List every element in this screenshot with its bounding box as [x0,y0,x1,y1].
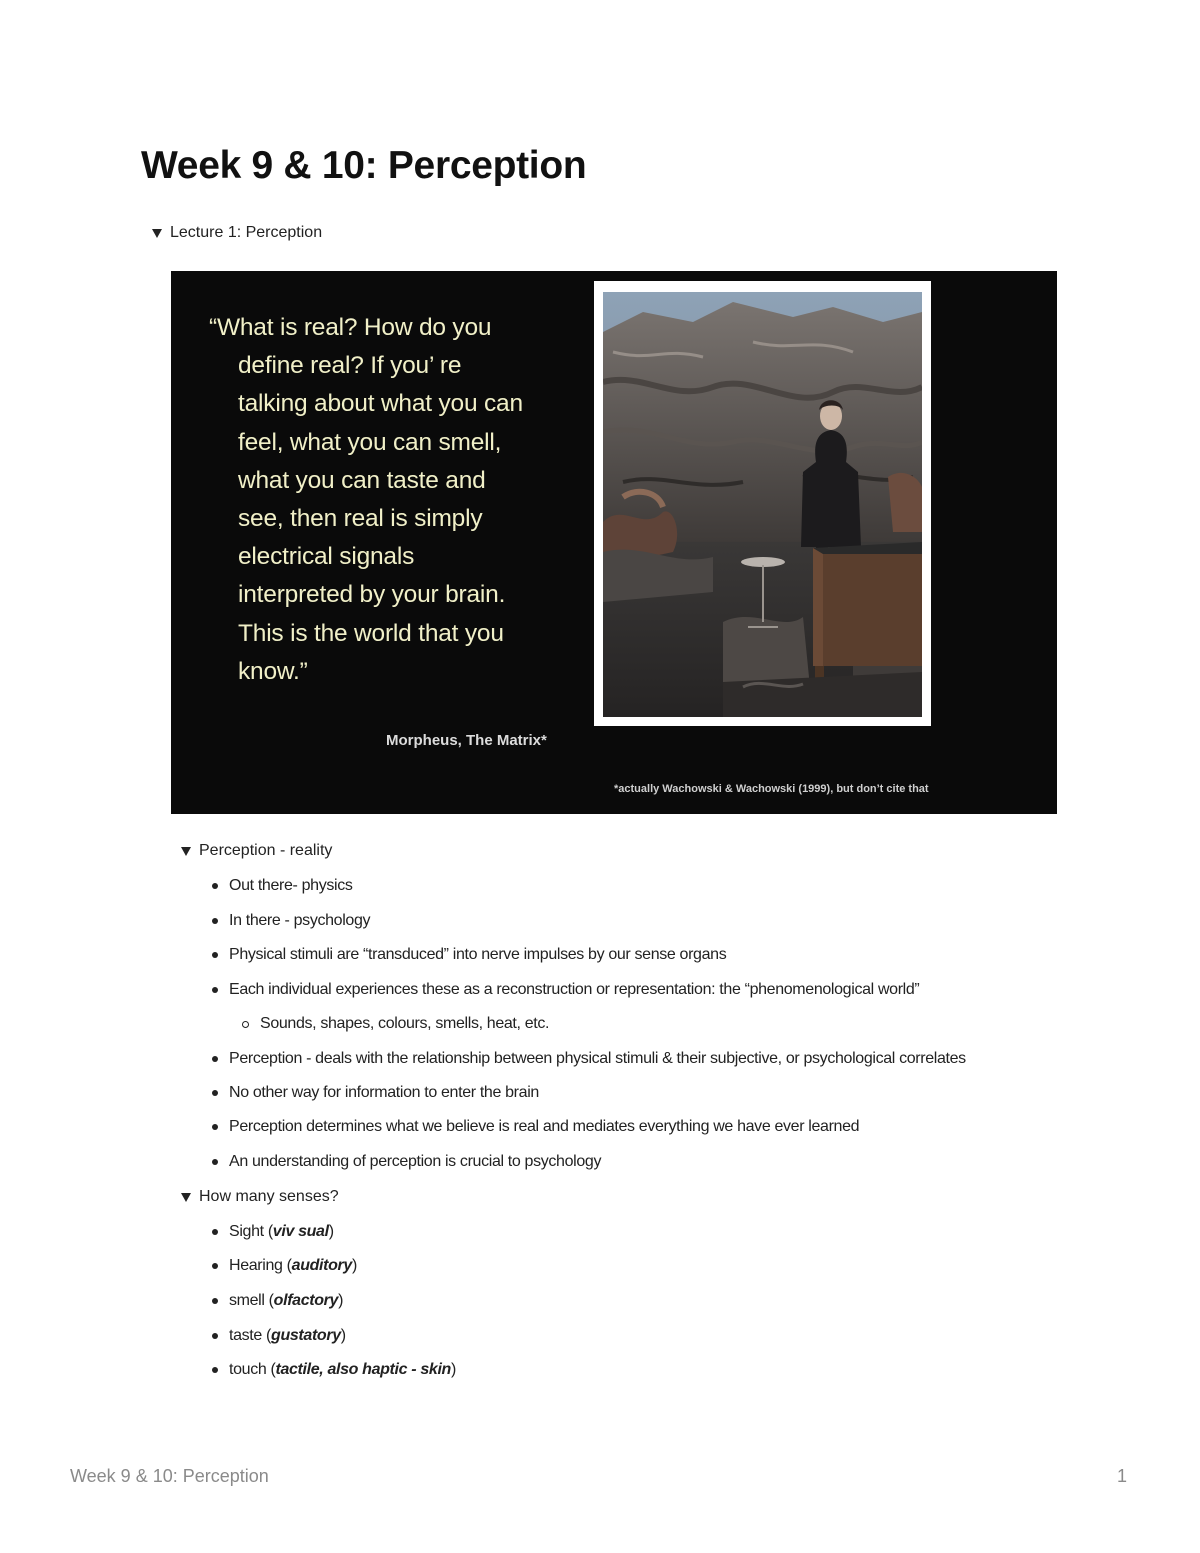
list-item-text: Perception determines what we believe is real and mediates everything we have ever learned [229,1118,860,1135]
bullet-circle-icon [242,1021,249,1028]
list-item [212,877,353,895]
sense-close: ) [351,1257,357,1274]
list-item [212,1153,601,1171]
toggle-perception-reality[interactable] [181,842,332,860]
slide-footnote: *actually Wachowski & Wachowski (1999), but don’t cite that [614,783,929,795]
quote-line: interpreted by your brain. [238,581,506,609]
sense-close: ) [450,1361,456,1378]
bullet-dot-icon [212,1333,218,1339]
sense-close: ) [328,1223,334,1240]
quote-line: This is the world that you [238,619,504,647]
list-item [212,1327,346,1345]
sense-term: tactile, also haptic - skin [275,1361,451,1378]
quote-line: define real? If you’ re [238,352,462,380]
sub-list-item [242,1015,549,1033]
quote-line: know.” [238,657,308,685]
movie-still-frame [594,281,931,726]
bullet-dot-icon [212,1229,218,1235]
quote-line: electrical signals [238,543,415,571]
list-item [212,1361,456,1379]
slide-quote [209,309,569,691]
lecture-slide-image [171,271,1057,814]
sense-label: touch ( [229,1361,276,1378]
bullet-dot-icon [212,1056,218,1062]
quote-line: talking about what you can [238,390,523,418]
sense-close: ) [338,1292,344,1309]
toggle-lecture-1[interactable] [152,224,322,242]
sense-term: olfactory [273,1292,339,1309]
toggle-label: Perception - reality [199,842,333,859]
list-item [212,1223,334,1241]
footer-page-number: 1 [1117,1466,1128,1486]
list-item-text: Sounds, shapes, colours, smells, heat, etc. [260,1015,550,1032]
toggle-triangle-icon[interactable] [181,1193,191,1202]
list-item-text: Physical stimuli are “transduced” into nerve impulses by our sense organs [229,946,727,963]
toggle-label: Lecture 1: Perception [170,224,323,241]
list-item-text: An understanding of perception is crucial to psychology [229,1153,602,1170]
bullet-dot-icon [212,918,218,924]
quote-line: what you can taste and [238,466,486,494]
bullet-dot-icon [212,952,218,958]
slide-attribution: Morpheus, The Matrix* [386,732,547,749]
sense-term: viv sual [272,1223,329,1240]
list-item-text: Out there- physics [229,877,353,894]
quote-line: see, then real is simply [238,505,483,533]
list-item-text: In there - psychology [229,912,371,929]
sense-label: Hearing ( [229,1257,292,1274]
list-item [212,912,370,930]
footer-title: Week 9 & 10: Perception [70,1466,269,1486]
list-item [212,1292,343,1310]
quote-line: feel, what you can smell, [238,428,502,456]
bullet-dot-icon [212,1263,218,1269]
bullet-dot-icon [212,1298,218,1304]
list-item [212,946,726,964]
bullet-dot-icon [212,883,218,889]
list-item [212,1050,966,1068]
quote-line: “What is real? How do you [209,314,492,341]
sense-label: taste ( [229,1327,272,1344]
sense-term: auditory [291,1257,352,1274]
page-title: Week 9 & 10: Perception [141,144,587,187]
list-item [212,1257,357,1275]
list-item [212,1084,539,1102]
toggle-label: How many senses? [199,1188,339,1205]
bullet-dot-icon [212,1367,218,1373]
list-item [212,981,919,999]
list-item [212,1118,859,1136]
bullet-dot-icon [212,987,218,993]
movie-still-photo [603,292,922,717]
sense-close: ) [340,1327,346,1344]
sense-label: smell ( [229,1292,274,1309]
list-item-text: No other way for information to enter the brain [229,1084,539,1101]
bullet-dot-icon [212,1159,218,1165]
list-item-text: Each individual experiences these as a reconstruction or representation: the “phenomenological world” [229,981,920,998]
sense-term: gustatory [271,1327,341,1344]
toggle-triangle-icon[interactable] [152,229,162,238]
list-item-text: Perception - deals with the relationship between physical stimuli & their subjective, or psychological correlates [229,1050,966,1067]
toggle-how-many-senses[interactable] [181,1188,339,1206]
bullet-dot-icon [212,1124,218,1130]
sense-label: Sight ( [229,1223,273,1240]
bullet-dot-icon [212,1090,218,1096]
toggle-triangle-icon[interactable] [181,847,191,856]
